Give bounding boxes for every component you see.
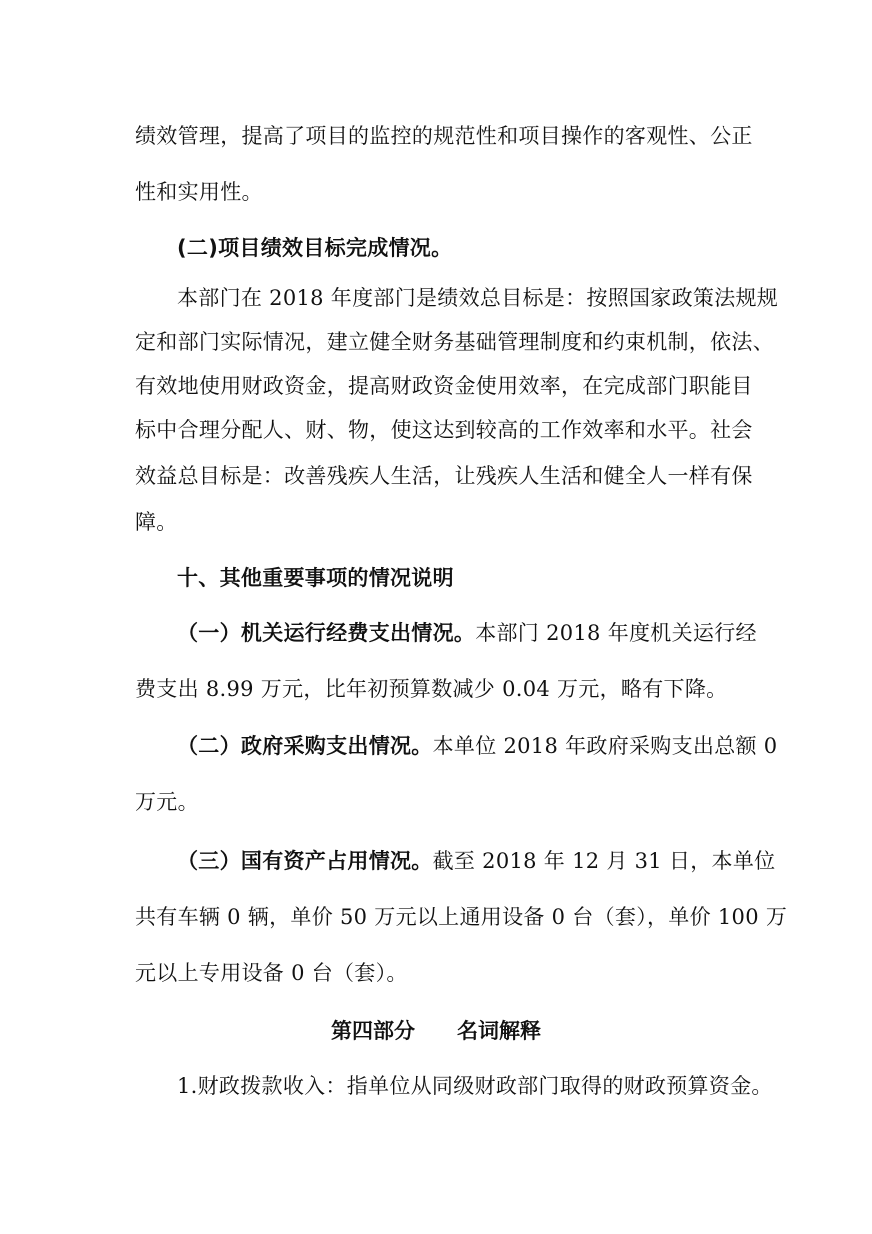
paragraph-line: 性和实用性。	[135, 180, 263, 204]
term-definition: 1.财政拨款收入：指单位从同级财政部门取得的财政预算资金。	[177, 1074, 773, 1098]
paragraph-line: 绩效管理，提高了项目的监控的规范性和项目操作的客观性、公正	[135, 124, 753, 148]
item-heading: （一）机关运行经费支出情况。	[177, 621, 476, 645]
paragraph-line: 定和部门实际情况，建立健全财务基础管理制度和约束机制，依法、	[135, 330, 774, 354]
section-heading: 十、其他重要事项的情况说明	[177, 566, 454, 590]
paragraph-line: 效益总目标是：改善残疾人生活，让残疾人生活和健全人一样有保	[135, 464, 753, 488]
part-title-right: 名词解释	[457, 1019, 541, 1043]
item-line: 元以上专用设备 0 台（套）。	[135, 961, 408, 985]
part-title	[0, 1016, 872, 1046]
item-line: 费支出 8.99 万元，比年初预算数减少 0.04 万元，略有下降。	[135, 677, 728, 701]
item-text: 截至 2018 年 12 月 31 日，本单位	[432, 849, 776, 873]
item-heading: （二）政府采购支出情况。	[177, 734, 433, 758]
item-heading: （三）国有资产占用情况。	[177, 849, 433, 873]
item-line: 共有车辆 0 辆，单价 50 万元以上通用设备 0 台（套），单价 100 万	[135, 905, 788, 929]
item-text: 本部门 2018 年度机关运行经	[475, 621, 757, 645]
section-heading: (二)项目绩效目标完成情况。	[177, 236, 453, 260]
item-line	[177, 846, 792, 876]
paragraph-line: 障。	[135, 510, 178, 534]
item-line	[177, 618, 792, 648]
part-title-left: 第四部分	[331, 1019, 415, 1043]
item-line: 万元。	[135, 790, 199, 814]
paragraph-line: 本部门在 2018 年度部门是绩效总目标是：按照国家政策法规规	[177, 286, 779, 310]
item-line	[177, 731, 792, 761]
paragraph-line: 有效地使用财政资金，提高财政资金使用效率，在完成部门职能目	[135, 374, 753, 398]
paragraph-line: 标中合理分配人、财、物，使这达到较高的工作效率和水平。社会	[135, 418, 753, 442]
item-text: 本单位 2018 年政府采购支出总额 0	[432, 734, 778, 758]
